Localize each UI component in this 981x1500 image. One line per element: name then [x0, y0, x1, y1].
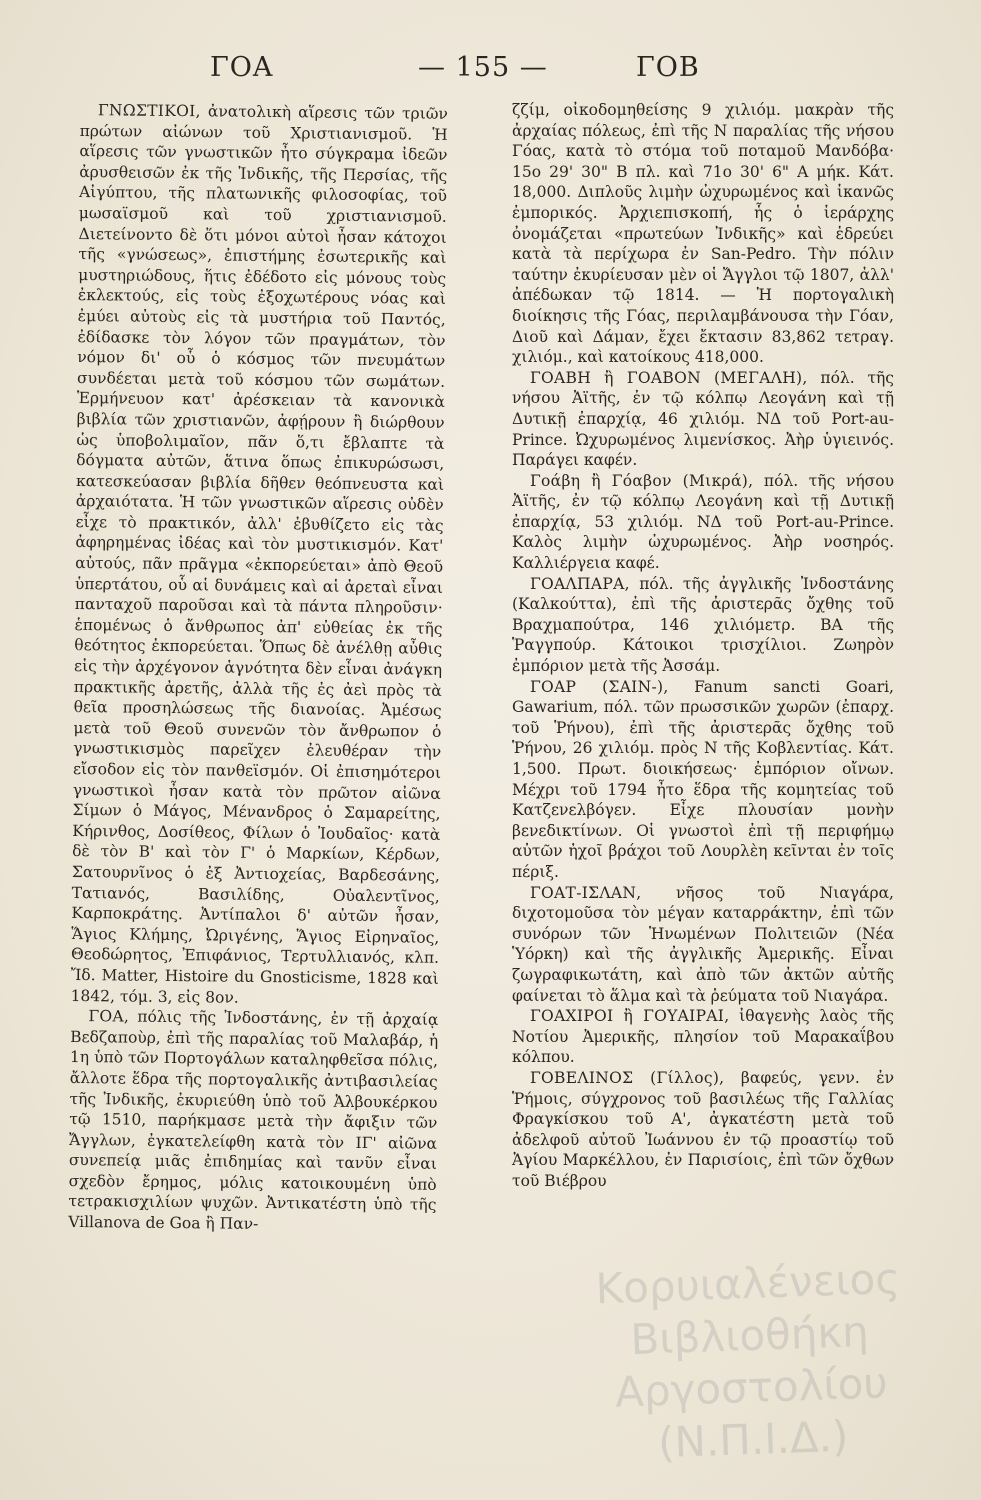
library-watermark: Κορυιαλένειος Βιβλιοθήκη Αργοστολίου (Ν.Π.Ι.Δ.): [594, 1253, 901, 1468]
header-left-guideword: ΓΟΑ: [210, 52, 274, 83]
entry-goa-continued: [512, 100, 894, 368]
header-right-guideword: ΓΟΒ: [636, 52, 700, 83]
right-column: [512, 100, 894, 1191]
entry-goavi-mikra: [512, 471, 894, 574]
entry-headword: ΓΟΒΕΛΙΝΟΣ (Γίλλος),: [530, 1068, 725, 1087]
entry-headword: ΓΟΑΒΗ ἢ ΓΟΑΒΟΝ (ΜΕΓΑΛΗ),: [530, 368, 808, 387]
entry-text: ζζίμ, οἰκοδομηθείσης 9 χιλιόμ. μακρὰν τῆς ἀρχαίας πόλεως, ἐπὶ τῆς Ν παραλίας τῆς νήσου Γόας, κατὰ τὸ στόμα τοῦ ποταμοῦ Μανδόβα· 15ο 29' 30" Β πλ. καὶ 71ο 30' 6" Α μήκ. Κάτ. 18,000. Διπλοῦς λιμὴν ὠχυρωμένος καὶ ἱκανῶς ἐμπορικός. Ἀρχιεπισκοπή, ἧς ὁ ἱεράρχης ὀνομάζεται «πρωτεύων Ἰνδικῆς» καὶ ἑδρεύει κατὰ τὰ περίχωρα ἐν San-Pedro. Τὴν πόλιν ταύτην ἐκυρίευσαν μὲν οἱ Ἄγγλοι τῷ 1807, ἀλλ' ἀπέδωκαν τῷ 1814. — Ἡ πορτογαλικὴ διοίκησις τῆς Γόας, περιλαμβάνουσα τὴν Γόαν, Διοῦ καὶ Δάμαν, ἔχει ἔκτασιν 83,862 τετραγ. χιλιόμ., καὶ κατοίκους 418,000.: [512, 101, 894, 367]
entry-headword: ΓΟΑΧΙΡΟΙ ἢ ΓΟΥΑΙΡΑΙ,: [530, 1007, 730, 1026]
page-header: [110, 52, 870, 92]
entry-headword: ΓΟΑ,: [88, 1007, 130, 1026]
entry-govelinos: [512, 1068, 894, 1192]
entry-text: πόλ. τῆς νήσου Ἀϊτῆς, ἐν τῷ κόλπῳ Λεογάνη καὶ τῇ Δυτικῇ ἐπαρχίᾳ, 53 χιλιόμ. ΝΔ τοῦ Port-au-Prince. Καλὸς λιμὴν ὠχυρωμένος. Ἀὴρ νοσηρός. Καλλιέργεια καφέ.: [512, 471, 894, 573]
entry-headword: ΓΝΩΣΤΙΚΟΙ,: [97, 101, 201, 121]
entry-goa: [68, 1006, 438, 1236]
entry-goavi-megali: [512, 368, 894, 471]
page-number: — 155 —: [418, 52, 548, 83]
entry-headword: ΓΟΑΛΠΑΡΑ,: [530, 574, 630, 593]
entry-text: ἰθαγενὴς λαὸς τῆς Νοτίου Ἀμερικῆς, πλησίον τοῦ Μαρακαΐβου κόλπου.: [512, 1007, 894, 1067]
entry-goachiroi: [512, 1006, 894, 1068]
entry-headword: ΓΟΑΡ (ΣΑΙΝ-),: [530, 677, 669, 696]
entry-goalpara: [512, 574, 894, 677]
entry-text: βαφεύς, γενν. ἐν Ῥήμοις, σύγχρονος τοῦ βασιλέως τῆς Γαλλίας Φραγκίσκου τοῦ Α', ἀγκατέστη μετὰ τοῦ ἀδελφοῦ αὐτοῦ Ἰωάννου ἐν τῷ προαστίῳ τοῦ Ἁγίου Μαρκέλλου, ἐν Παρισίοις, ἐπὶ τῶν ὄχθων τοῦ Βιέβρου: [512, 1068, 894, 1190]
entry-text: Fanum sancti Goari, Gawarium, πόλ. τῶν πρωσσικῶν χωρῶν (ἐπαρχ. τοῦ Ῥήνου), ἐπὶ τῆς ἀριστερᾶς ὄχθης τοῦ Ῥήνου, 26 χιλιόμ. πρὸς Ν τῆς Κοβλεντίας. Κάτ. 1,500. Πρωτ. διοικήσεως· ἐμπόριον οἴνων. Μέχρι τοῦ 1794 ἦτο ἕδρα τῆς κομητείας τοῦ Κατζενελβόγεν. Εἶχε πλουσίαν μονὴν βενεδικτίνων. Οἱ γνωστοὶ ἐπὶ τῇ περιφήμῳ αὐτῶν ἠχοῖ βράχοι τοῦ Λουρλὲη κεῖνται ἐν τοῖς πέριξ.: [512, 677, 894, 881]
entry-text: νῆσος τοῦ Νιαγάρα, διχοτομοῦσα τὸν μέγαν καταρράκτην, ἐπὶ τῶν συνόρων τῶν Ἡνωμένων Πολιτειῶν (Νέα Ὑόρκη) καὶ τῆς ἀγγλικῆς Ἀμερικῆς. Εἶναι ζωγραφικωτάτη, καὶ ἀπὸ τῶν ἀκτῶν αὐτῆς φαίνεται τὸ ἅλμα καὶ τὰ ῥεύματα τοῦ Νιαγάρα.: [512, 883, 894, 1005]
entry-goat-islan: [512, 883, 894, 1007]
entry-text: πόλις τῆς Ἰνδοστάνης, ἐν τῇ ἀρχαίᾳ Βεδζαποὺρ, ἐπὶ τῆς παραλίας τοῦ Μαλαβάρ, ἡ 1η ὑπὸ τῶν Πορτογάλων καταληφθεῖσα πόλις, ἄλλοτε ἕδρα τῆς πορτογαλικῆς ἀντιβασιλείας τῆς Ἰνδικῆς, ἐκυριεύθη ὑπὸ τοῦ Ἀλβουκέρκου τῷ 1510, παρήκμασε μετὰ τὴν ἄφιξιν τῶν Ἄγγλων, ἐγκατελείφθη κατὰ τὸν ΙΓ' αἰῶνα συνεπείᾳ μιᾶς ἐπιδημίας καὶ τανῦν εἶναι σχεδὸν ἔρημος, μόλις κατοικουμένη ὑπὸ τετρακισχιλίων ψυχῶν. Ἀντικατέστη ὑπὸ τῆς Villanova de Goa ἢ Παν-: [68, 1007, 439, 1233]
entry-gnostikoi: [71, 100, 448, 1010]
left-column: [68, 100, 448, 1236]
entry-text: ἀνατολικὴ αἵρεσις τῶν τριῶν πρώτων αἰώνων τοῦ Χριστιανισμοῦ. Ἡ αἵρεσις τῶν γνωστικῶν ἦτο σύγκραμα ἰδεῶν ἀρυσθεισῶν ἐκ τῆς Ἰνδικῆς, τῆς Περσίας, τῆς Αἰγύπτου, τῆς πλατωνικῆς φιλοσοφίας, τοῦ μωσαϊσμοῦ καὶ τοῦ χριστιανισμοῦ. Διετείνοντο δὲ ὅτι μόνοι αὐτοὶ ἦσαν κάτοχοι τῆς «γνώσεως», ἐπιστήμης ἐσωτερικῆς καὶ μυστηριώδους, ἥτις ἐδέδοτο εἰς μόνους τοὺς ἐκλεκτούς, εἰς τοὺς ἐξοχωτέρους νόας καὶ ἐμύει αὐτοὺς εἰς τὰ μυστήρια τοῦ Παντός, ἐδίδασκε τὸν λόγον τῶν πραγμάτων, τὸν νόμον δι' οὗ ὁ κόσμος τῶν πνευμάτων συνδέεται μετὰ τοῦ κόσμου τῶν σωμάτων. Ἑρμήνευον κατ' ἀρέσκειαν τὰ κανονικὰ βιβλία τῶν χριστιανῶν, ἀφῄρουν ἢ διώρθουν ὡς ὑποβολιμαῖον, πᾶν ὅ,τι ἔβλαπτε τὰ δόγματα αὐτῶν, ἅτινα ὅπως ἐπικυρώσωσι, κατεσκεύασαν βιβλία δῆθεν θεόπνευστα καὶ ἀρχαιότατα. Ἡ τῶν γνωστικῶν αἵρεσις οὐδὲν εἶχε τὸ πρακτικόν, ἀλλ' ἐβυθίζετο εἰς τὰς ἀφηρημένας ἰδέας καὶ τὸν μυστικισμόν. Κατ' αὐτούς, πᾶν πρᾶγμα «ἐκπορεύεται» ἀπὸ Θεοῦ ὑπερτάτου, οὗ αἱ δυνάμεις καὶ αἱ ἀρεταὶ εἶναι πανταχοῦ παροῦσαι καὶ τὰ πάντα πληροῦσιν· ἑπομένως ὁ ἄνθρωπος ἀπ' εὐθείας ἐκ τῆς θεότητος ἐκπορεύεται. Ὅπως δὲ ἀνέλθῃ αὖθις εἰς τὴν ἀρχέγονον ἁγνότητα δὲν εἶναι ἀνάγκη πρακτικῆς ἀρετῆς, ἀλλὰ τῆς ἐς ἀεὶ πρὸς τὰ θεῖα προσηλώσεως τῆς διανοίας. Ἀμέσως μετὰ τοῦ Θεοῦ συνενῶν τὸν ἄνθρωπον ὁ γνωστικισμὸς παρεῖχεν ἐλευθέραν τὴν εἴσοδον εἰς τὸν πανθεϊσμόν. Οἱ ἐπισημότεροι γνωστικοὶ ἦσαν κατὰ τὸν πρῶτον αἰῶνα Σίμων ὁ Μάγος, Μένανδρος ὁ Σαμαρείτης, Κήρινθος, Δοσίθεος, Φίλων ὁ Ἰουδαῖος· κατὰ δὲ τὸν Β' καὶ τὸν Γ' ὁ Μαρκίων, Κέρδων, Σατουρνῖνος ὁ ἐξ Ἀντιοχείας, Βαρδεσάνης, Τατιανός, Βασιλίδης, Οὐαλεντῖνος, Καρποκράτης. Ἀντίπαλοι δ' αὐτῶν ἦσαν, Ἅγιος Κλήμης, Ὠριγένης, Ἅγιος Εἰρηναῖος, Θεοδώρητος, Ἐπιφάνιος, Τερτυλλιανός, κλπ. Ἴδ. Matter, Histoire du Gnosticisme, 1828 καὶ 1842, τόμ. 3, εἰς 8ον.: [70, 102, 448, 1007]
entry-goar: [512, 677, 894, 883]
entry-headword: ΓΟΑΤ-ΙΣΛΑΝ,: [530, 883, 642, 902]
entry-headword: Γοάβη ἢ Γόαβον (Μικρά),: [530, 471, 754, 490]
entry-text: πόλ. τῆς ἀγγλικῆς Ἰνδοστάνης (Καλκούττα), ἐπὶ τῆς ἀριστερᾶς ὄχθης τοῦ Βραχμαπούτρα, 146 χιλιόμετρ. ΒΑ τῆς Ῥαγγπούρ. Κάτοικοι τρισχίλιοι. Ζωηρὸν ἐμπόριον μετὰ τῆς Ἀσσάμ.: [512, 574, 894, 676]
entry-text: πόλ. τῆς νήσου Ἀϊτῆς, ἐν τῷ κόλπῳ Λεογάνη καὶ τῇ Δυτικῇ ἐπαρχίᾳ, 46 χιλιόμ. ΝΔ τοῦ Port-au-Prince. Ὠχυρωμένος λιμενίσκος. Ἀὴρ ὑγιεινός. Παράγει καφέν.: [512, 368, 894, 470]
